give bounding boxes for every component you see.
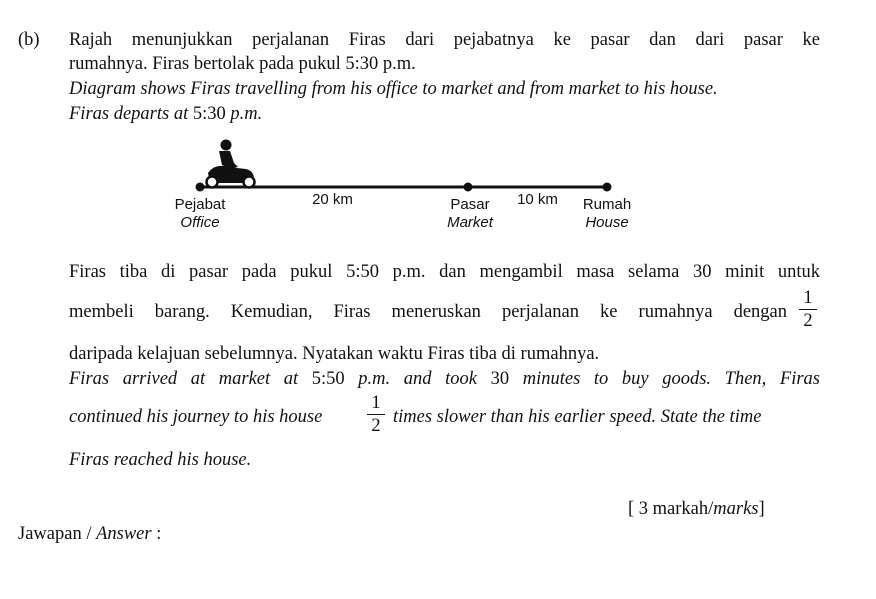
en-line-1-c: p.m. and took xyxy=(344,369,491,389)
distance-market-house: 10 km xyxy=(517,191,558,208)
answer-ms: Jawapan / xyxy=(18,524,97,544)
marks-label xyxy=(628,497,765,521)
en-line-1-time: 5:50 xyxy=(311,369,345,389)
answer-en: Answer xyxy=(96,524,152,544)
marks-en: marks xyxy=(713,499,759,519)
intro-en-line-2 xyxy=(69,102,262,126)
fraction-half-en xyxy=(367,393,385,436)
intro-ms-line-1: Rajah menunjukkan perjalanan Firas dari pejabatnya ke pasar dan dari pasar ke xyxy=(69,30,820,50)
house-label xyxy=(574,196,640,232)
en-line-1-a: Firas arrived at market at xyxy=(69,369,312,389)
market-label-en: Market xyxy=(447,214,493,231)
answer-colon: : xyxy=(151,524,162,544)
intro-en-line-1: Diagram shows Firas travelling from his office to market and from market to his house. xyxy=(69,79,718,99)
distance-office-market: 20 km xyxy=(312,191,353,208)
fraction-denominator: 2 xyxy=(371,416,381,436)
market-label xyxy=(437,196,503,232)
market-label-ms: Pasar xyxy=(450,196,490,213)
en-line-1 xyxy=(69,367,820,391)
en-line-1-e: minutes to buy goods. Then, Firas xyxy=(509,369,820,389)
office-label-ms: Pejabat xyxy=(174,196,226,213)
en-line-3: Firas reached his house. xyxy=(69,450,252,470)
en-line-2-b: times slower than his earlier speed. State the time xyxy=(393,407,762,427)
part-label: (b) xyxy=(18,30,40,50)
house-point xyxy=(603,183,612,192)
house-label-ms: Rumah xyxy=(582,196,632,213)
house-label-en: House xyxy=(585,214,629,231)
fraction-numerator: 1 xyxy=(803,288,813,308)
office-label-en: Office xyxy=(180,214,220,231)
en-line-1-minutes: 30 xyxy=(490,369,510,389)
ms-line-2: membeli barang. Kemudian, Firas meneruskan perjalanan ke rumahnya dengan xyxy=(69,302,787,322)
fraction-denominator: 2 xyxy=(803,311,813,331)
motorcycle-rider-icon xyxy=(207,140,255,188)
marks-close: ] xyxy=(758,499,765,519)
fraction-half-ms xyxy=(799,288,817,331)
marks-open: [ 3 markah/ xyxy=(628,499,714,519)
ms-line-1: Firas tiba di pasar pada pukul 5:50 p.m. dan mengambil masa selama 30 minit untuk xyxy=(69,262,820,282)
answer-label xyxy=(18,522,161,546)
office-point xyxy=(196,183,205,192)
intro-ms-line-2: rumahnya. Firas bertolak pada pukul 5:30 p.m. xyxy=(69,54,416,74)
intro-en-time: 5:30 xyxy=(192,104,226,124)
market-point xyxy=(464,183,473,192)
intro-en-suffix: p.m. xyxy=(225,104,263,124)
office-label xyxy=(165,196,235,232)
en-line-2-a: continued his journey to his house xyxy=(69,407,323,427)
ms-line-3: daripada kelajuan sebelumnya. Nyatakan waktu Firas tiba di rumahnya. xyxy=(69,344,600,364)
fraction-numerator: 1 xyxy=(371,393,381,413)
intro-en-text: Firas departs at xyxy=(69,104,193,124)
